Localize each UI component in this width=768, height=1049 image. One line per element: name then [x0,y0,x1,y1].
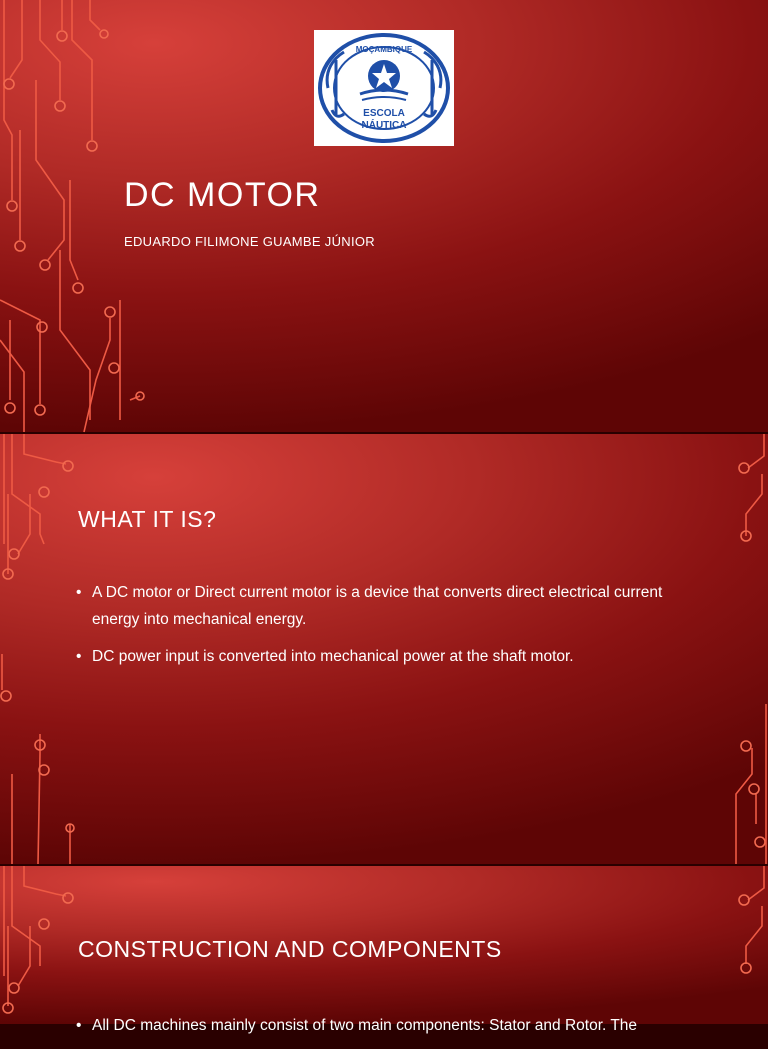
emblem-icon [314,30,454,146]
circuit-decoration-right [708,866,768,1024]
content-slide-definition [0,434,768,864]
circuit-decoration-left [0,434,80,864]
slide-heading: CONSTRUCTION AND COMPONENTS [78,936,502,962]
circuit-decoration-left [0,866,80,1024]
bullet-item: • DC power input is converted into mechanical power at the shaft motor. [76,643,696,670]
slide-title: DC MOTOR [124,176,321,214]
bullet-item: • All DC machines mainly consist of two main components: Stator and Rotor. The [76,1012,696,1039]
title-slide [0,0,768,432]
slide-subtitle: EDUARDO FILIMONE GUAMBE JÚNIOR [124,234,375,249]
slide-heading: WHAT IT IS? [78,506,217,532]
bullet-item: • A DC motor or Direct current motor is a device that converts direct electrical current energy into mechanical energy. [76,579,696,633]
content-slide-construction [0,866,768,1034]
circuit-decoration-left [0,0,150,432]
circuit-decoration-right [708,434,768,864]
school-logo [314,30,454,146]
bullet-list [76,579,696,680]
logo-bottom-text-2: NÁUTICA [361,120,407,131]
logo-bottom-text-1: ESCOLA [363,108,405,119]
logo-top-text: MOÇAMBIQUE [355,45,413,54]
bullet-list [76,1012,696,1049]
